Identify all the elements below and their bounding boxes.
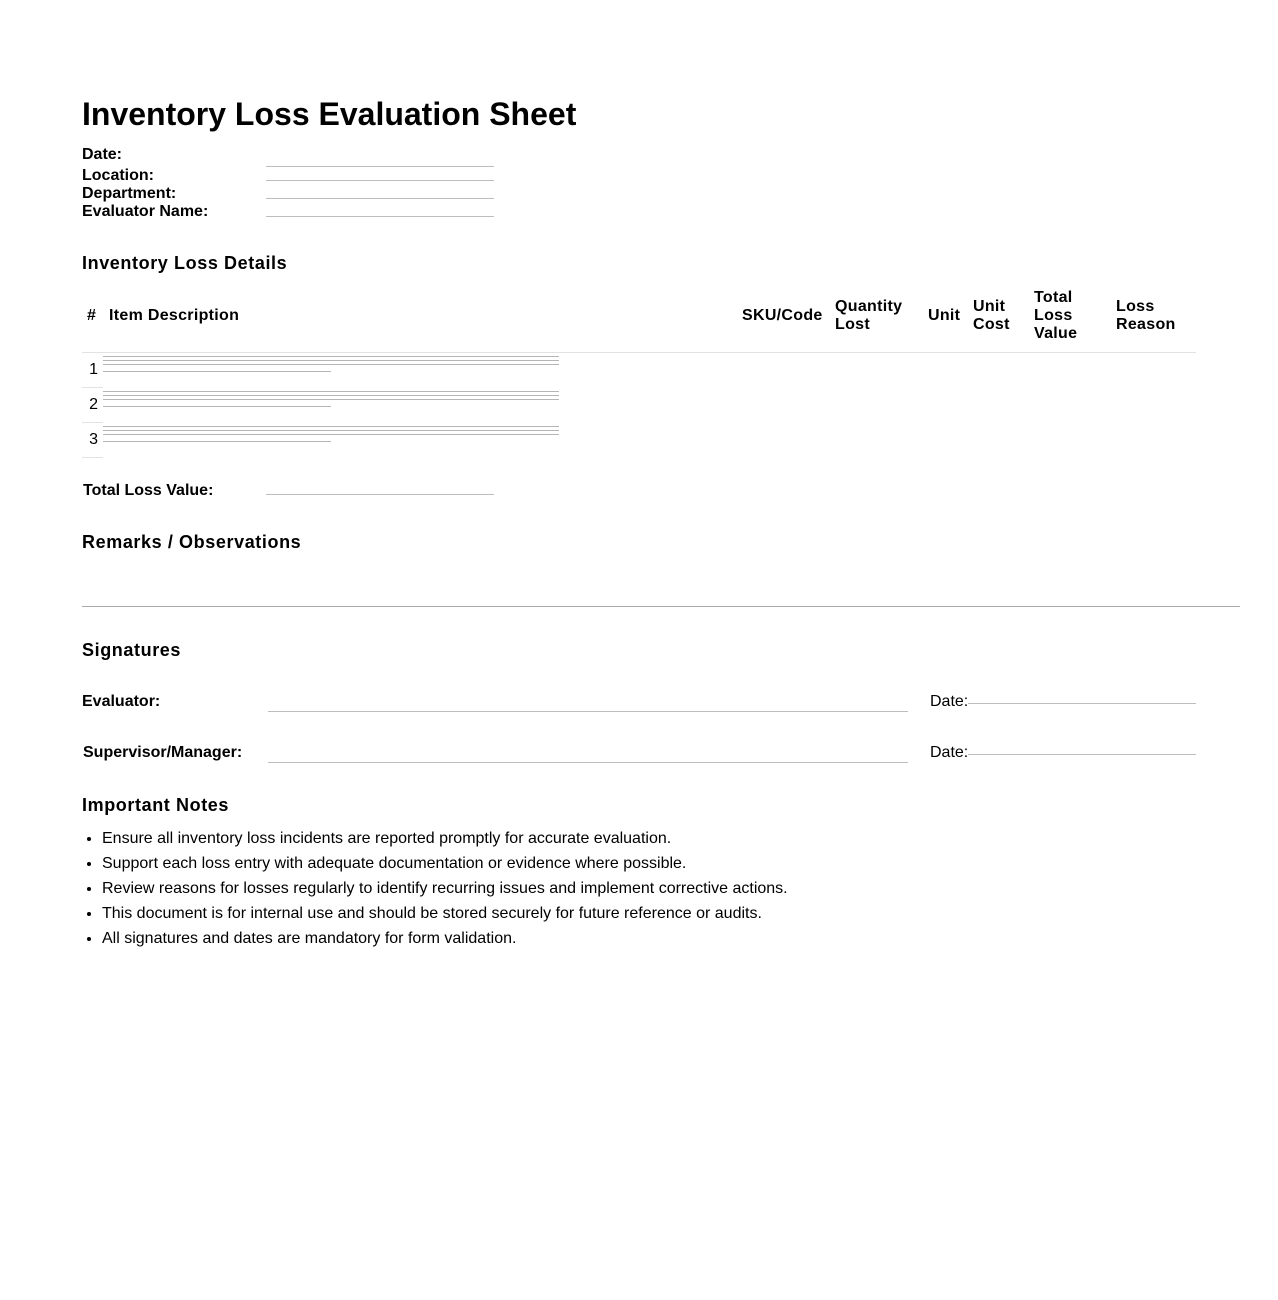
supervisor-date-field[interactable]: [968, 754, 1196, 755]
notes-heading: Important Notes: [82, 795, 230, 815]
evaluator-date-label: Date:: [930, 693, 969, 710]
supervisor-signature-field[interactable]: [268, 762, 908, 763]
department-field[interactable]: [266, 198, 494, 199]
location-field[interactable]: [266, 180, 494, 181]
remarks-field[interactable]: [82, 606, 1240, 607]
col-header-total-loss-value: Total Loss Value: [1034, 289, 1078, 342]
department-label: Department:: [82, 185, 177, 202]
list-item: • Support each loss entry with adequate documentation or evidence where possible.: [102, 851, 788, 876]
row-number: 1: [89, 361, 98, 378]
evaluator-name-field[interactable]: [266, 216, 494, 217]
supervisor-signature-label: Supervisor/Manager:: [83, 744, 243, 761]
row-number: 3: [89, 431, 98, 448]
page-title: Inventory Loss Evaluation Sheet: [82, 96, 577, 132]
date-field[interactable]: [266, 166, 494, 167]
total-loss-label: Total Loss Value:: [83, 482, 214, 499]
signatures-heading: Signatures: [82, 640, 182, 660]
col-header-number: #: [87, 307, 97, 324]
col-header-item-description: Item Description: [109, 307, 240, 324]
col-header-unit: Unit: [928, 307, 961, 324]
col-header-loss-reason: Loss Reason: [1116, 298, 1176, 333]
total-loss-field[interactable]: [266, 494, 494, 495]
list-item: • All signatures and dates are mandatory for form validation.: [102, 926, 788, 951]
list-item: • Review reasons for losses regularly to identify recurring issues and implement corrective actions.: [102, 876, 788, 901]
notes-list: [82, 826, 788, 951]
location-label: Location:: [82, 167, 154, 184]
date-label: Date:: [82, 146, 123, 163]
supervisor-date-label: Date:: [930, 744, 969, 761]
row-number: 2: [89, 396, 98, 413]
remarks-heading: Remarks / Observations: [82, 532, 302, 552]
col-header-sku-code: SKU/Code: [742, 307, 823, 324]
evaluator-signature-field[interactable]: [268, 711, 908, 712]
evaluator-date-field[interactable]: [968, 703, 1196, 704]
list-item: • Ensure all inventory loss incidents are reported promptly for accurate evaluation.: [102, 826, 788, 851]
evaluator-name-label: Evaluator Name:: [82, 203, 209, 220]
list-item: • This document is for internal use and should be stored securely for future reference or audits.: [102, 901, 788, 926]
col-header-unit-cost: Unit Cost: [973, 298, 1010, 333]
evaluator-signature-label: Evaluator:: [82, 693, 161, 710]
loss-details-heading: Inventory Loss Details: [82, 253, 288, 273]
col-header-quantity-lost: Quantity Lost: [835, 298, 903, 333]
table-header-divider: [82, 352, 1196, 353]
